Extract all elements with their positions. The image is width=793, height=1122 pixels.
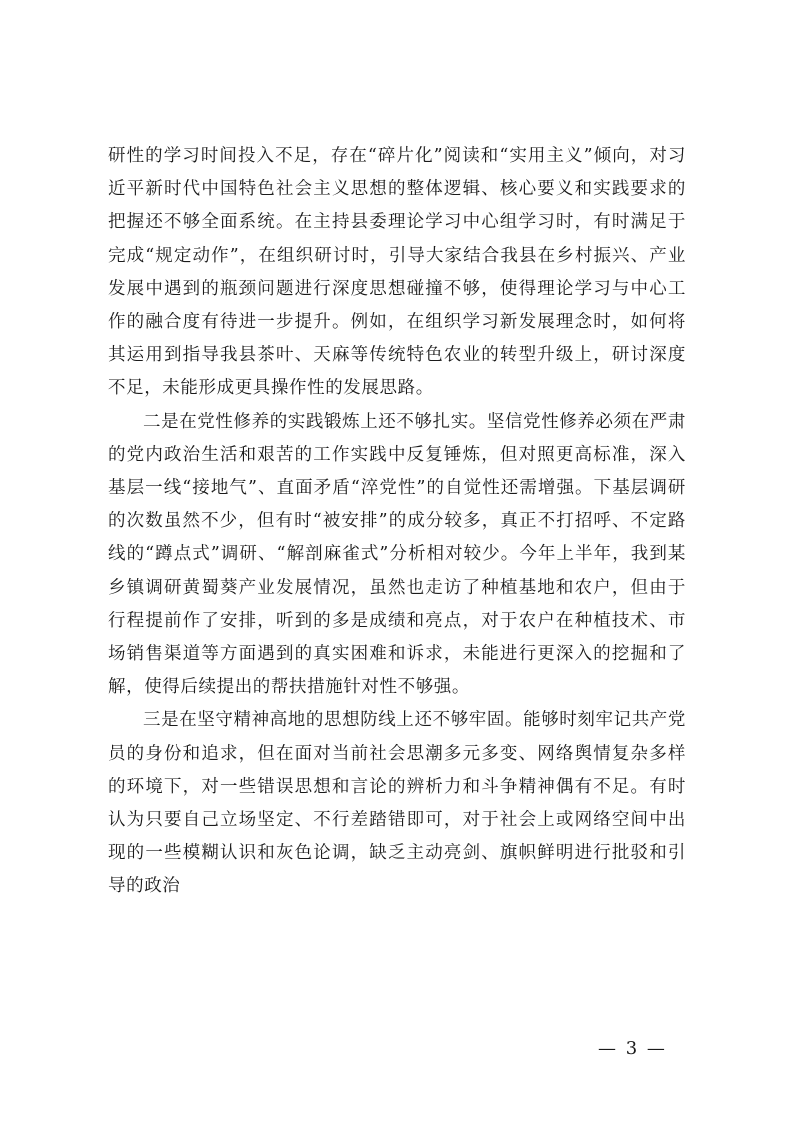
page-number: — 3 — — [598, 1038, 667, 1059]
paragraph-spiritual-defense: 三是在坚守精神高地的思想防线上还不够牢固。能够时刻牢记共产党员的身份和追求，但在面对当前社会思潮多元多变、网络舆情复杂多样的环境下，对一些错误思想和言论的辨析力和斗争精神偶有不足。有时认为只要自己立场坚定、不行差踏错即可，对于社会上或网络空间中出现的一些模糊认识和灰色论调，缺乏主动亮剑、旗帜鲜明进行批驳和引导的政治 — [108, 710, 686, 897]
paragraph-party-cultivation: 二是在党性修养的实践锻炼上还不够扎实。坚信党性修养必须在严肃的党内政治生活和艰苦的工作实践中反复锤炼，但对照更高标准，深入基层一线“接地气”、直面矛盾“淬党性”的自觉性还需增强。下基层调研的次数虽然不少，但有时“被安排”的成分较多，真正不打招呼、不定路线的“蹲点式”调研、“解剖麻雀式”分析相对较少。今年上半年，我到某乡镇调研黄蜀葵产业发展情况，虽然也走访了种植基地和农户，但由于行程提前作了安排，听到的多是成绩和亮点，对于农户在种植技术、市场销售渠道等方面遇到的真实困难和诉求，未能进行更深入的挖掘和了解，使得后续提出的帮扶措施针对性不够强。 — [108, 411, 686, 698]
paragraph-continuation: 研性的学习时间投入不足，存在“碎片化”阅读和“实用主义”倾向，对习近平新时代中国特色社会主义思想的整体逻辑、核心要义和实践要求的把握还不够全面系统。在主持县委理论学习中心组学习时，有时满足于完成“规定动作”，在组织研讨时，引导大家结合我县在乡村振兴、产业发展中遇到的瓶颈问题进行深度思想碰撞不够，使得理论学习与中心工作的融合度有待进一步提升。例如，在组织学习新发展理念时，如何将其运用到指导我县茶叶、天麻等传统特色农业的转型升级上，研讨深度不足，未能形成更具操作性的发展思路。 — [108, 146, 686, 399]
body-text — [108, 140, 686, 904]
